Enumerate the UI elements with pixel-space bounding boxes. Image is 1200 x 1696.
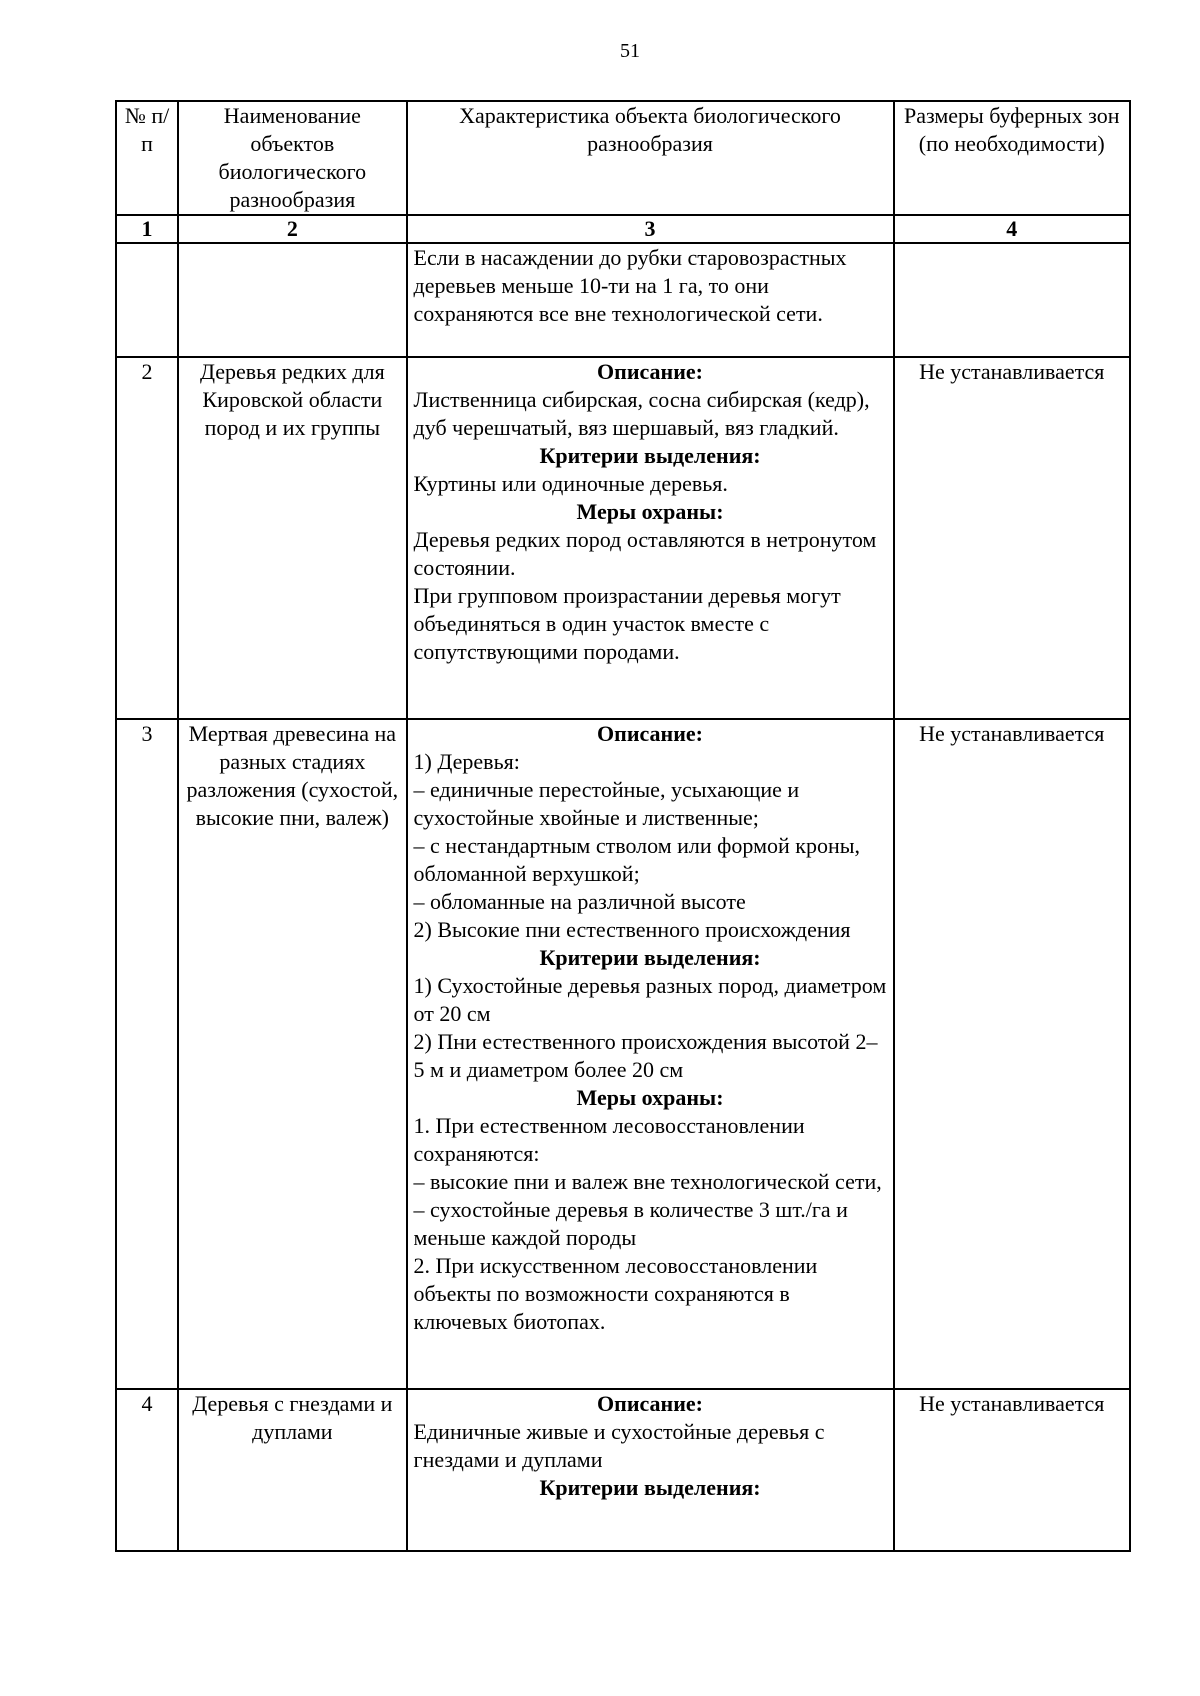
characteristic-text: Если в насаждении до рубки старовозрастных деревьев меньше 10-ти на 1 га, то они сохраняются все вне технологической сети. — [413, 245, 847, 326]
characteristic-text: 2. При искусственном лесовосстановлении объекты по возможности сохраняются в ключевых биотопах. — [413, 1253, 818, 1334]
section-title: Описание: — [597, 721, 703, 746]
row-characteristic — [407, 1389, 894, 1551]
characteristic-text: – единичные перестойные, усыхающие и сухостойные хвойные и лиственные; — [413, 777, 800, 830]
row-number — [116, 243, 178, 357]
characteristic-text: При групповом произрастании деревья могут объединяться в один участок вместе с сопутствующими породами. — [413, 583, 841, 664]
column-number: 4 — [894, 215, 1131, 243]
section-title: Меры охраны: — [576, 499, 724, 524]
header-buffer-zones: Размеры буферных зон (по необходимости) — [894, 101, 1131, 215]
row-object-name — [178, 243, 406, 357]
section-title: Критерии выделения: — [539, 443, 761, 468]
row-number: 3 — [116, 719, 178, 1389]
column-number: 2 — [178, 215, 406, 243]
row-number: 2 — [116, 357, 178, 719]
row-buffer: Не устанавливается — [894, 719, 1131, 1389]
characteristic-text: Деревья редких пород оставляются в нетронутом состоянии. — [413, 527, 877, 580]
section-title: Меры охраны: — [576, 1085, 724, 1110]
characteristic-text: – обломанные на различной высоте — [413, 889, 746, 914]
column-number-row — [116, 215, 1130, 243]
characteristic-text: 1. При естественном лесовосстановлении сохраняются: — [413, 1113, 805, 1166]
table-row — [116, 243, 1130, 357]
table-row — [116, 1389, 1130, 1551]
characteristic-text: Куртины или одиночные деревья. — [413, 471, 728, 496]
characteristic-text: Единичные живые и сухостойные деревья с гнездами и дуплами — [413, 1419, 825, 1472]
table-row — [116, 357, 1130, 719]
characteristic-text: 2) Высокие пни естественного происхождения — [413, 917, 851, 942]
row-buffer — [894, 243, 1131, 357]
row-buffer: Не устанавливается — [894, 1389, 1131, 1551]
header-characteristic: Характеристика объекта биологического разнообразия — [407, 101, 894, 215]
column-number: 1 — [116, 215, 178, 243]
row-number: 4 — [116, 1389, 178, 1551]
table-row — [116, 719, 1130, 1389]
row-characteristic — [407, 243, 894, 357]
characteristic-text: – сухостойные деревья в количестве 3 шт./га и меньше каждой породы — [413, 1197, 848, 1250]
characteristic-text: Лиственница сибирская, сосна сибирская (кедр), дуб черешчатый, вяз шершавый, вяз гладкий. — [413, 387, 870, 440]
page-number: 51 — [620, 40, 640, 62]
row-object-name: Деревья с гнездами и дуплами — [178, 1389, 406, 1551]
row-characteristic — [407, 357, 894, 719]
section-title: Описание: — [597, 1391, 703, 1416]
row-object-name: Деревья редких для Кировской области пород и их группы — [178, 357, 406, 719]
characteristic-text: 1) Деревья: — [413, 749, 520, 774]
column-number: 3 — [407, 215, 894, 243]
characteristic-text: – высокие пни и валеж вне технологической сети, — [413, 1169, 882, 1194]
row-buffer: Не устанавливается — [894, 357, 1131, 719]
header-object-name: Наименование объектов биологического разнообразия — [178, 101, 406, 215]
table-header-row — [116, 101, 1130, 215]
header-number: № п/п — [116, 101, 178, 215]
characteristic-text: 2) Пни естественного происхождения высотой 2–5 м и диаметром более 20 см — [413, 1029, 878, 1082]
row-object-name: Мертвая древесина на разных стадиях разложения (сухостой, высокие пни, валеж) — [178, 719, 406, 1389]
row-characteristic — [407, 719, 894, 1389]
characteristic-text: – с нестандартным стволом или формой кроны, обломанной верхушкой; — [413, 833, 861, 886]
section-title: Критерии выделения: — [539, 945, 761, 970]
section-title: Описание: — [597, 359, 703, 384]
characteristic-text: 1) Сухостойные деревья разных пород, диаметром от 20 см — [413, 973, 887, 1026]
section-title: Критерии выделения: — [539, 1475, 761, 1500]
biodiversity-table — [115, 100, 1131, 1552]
